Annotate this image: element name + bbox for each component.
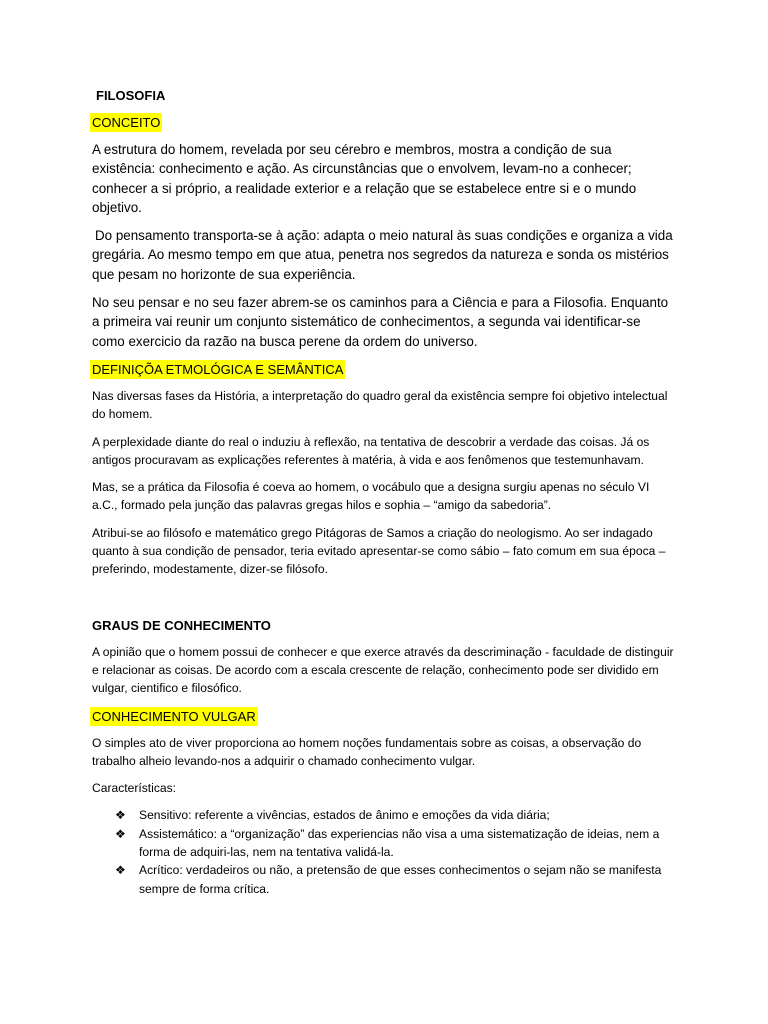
- section-definicao-heading-wrap: [92, 360, 676, 379]
- conceito-paragraph-1: A estrutura do homem, revelada por seu cérebro e membros, mostra a condição de sua existência: conhecimento e ação. As circunstâncias que o envolvem, levam-no a conhecer; conhecer a si próprio, a realidade exterior e a relação que se estabelece entre si e o mundo objetivo.: [92, 142, 637, 215]
- conceito-paragraph-2: Do pensamento transporta-se à ação: adapta o meio natural às suas condições e organiza a vida gregária. Ao mesmo tempo em que atua, penetra nos segredos da natureza e sonda os mistérios que pesam no horizonte de sua experiência.: [92, 228, 673, 282]
- section-graus-heading-wrap: [92, 616, 676, 635]
- diamond-bullet-icon: ❖: [115, 808, 126, 823]
- list-item: [92, 806, 676, 824]
- vulgar-paragraph-1: O simples ato de viver proporciona ao homem noções fundamentais sobre as coisas, a observação do trabalho alheio levando-nos a adquirir o chamado conhecimento vulgar.: [92, 735, 642, 768]
- section-conceito-heading-wrap: [92, 113, 676, 132]
- definicao-paragraph-4: Atribui-se ao filósofo e matemático grego Pitágoras de Samos a criação do neologismo. Ao ser indagado quanto à sua condição de pensador, teria evitado apresentar-se como sábio – fato comum em sua época – preferindo, modestamente, dizer-se filósofo.: [92, 525, 666, 577]
- conceito-paragraph-3: No seu pensar e no seu fazer abrem-se os caminhos para a Ciência e para a Filosofia. Enquanto a primeira vai reunir um conjunto sistemático de conhecimentos, a segunda vai identificar-se como exercicio da razão na busca perene da ordem do universo.: [92, 295, 669, 349]
- section-spacer: [92, 588, 676, 616]
- section-vulgar-heading-wrap: [92, 707, 676, 726]
- graus-paragraph-1: A opinião que o homem possui de conhecer e que exerce através da descriminação - faculdade de distinguir e relacionar as coisas. De acordo com a escala crescente de relação, conhecimento pode ser dividido em vulgar, cientifico e filosófico.: [92, 644, 674, 696]
- definicao-paragraph-3: Mas, se a prática da Filosofia é coeva ao homem, o vocábulo que a designa surgiu apenas no século VI a.C., formado pela junção das palavras gregas hilos e sophia – “amigo da sabedoria”.: [92, 480, 650, 513]
- document-title: FILOSOFIA: [96, 88, 166, 103]
- list-item: [92, 825, 676, 862]
- definicao-paragraph-2: A perplexidade diante do real o induziu à reflexão, na tentativa de descobrir a verdade das coisas. Já os antigos procuravam as explicações referentes à matéria, à vida e aos fenômenos que testemunhavam.: [92, 434, 650, 467]
- definicao-paragraph-1: Nas diversas fases da História, a interpretação do quadro geral da existência sempre foi objetivo intelectual do homem.: [92, 388, 668, 422]
- bullet-text: Sensitivo: referente a vivências, estados de ânimo e emoções da vida diária;: [139, 808, 550, 823]
- section-graus-heading: GRAUS DE CONHECIMENTO: [92, 617, 271, 633]
- caracteristicas-list: [92, 806, 676, 897]
- section-definicao-heading: DEFINIÇÕA ETMOLÓGICA E SEMÂNTICA: [92, 361, 344, 377]
- diamond-bullet-icon: ❖: [115, 826, 126, 841]
- vulgar-caracteristicas-label: Características:: [92, 781, 177, 796]
- section-vulgar-heading: CONHECIMENTO VULGAR: [92, 708, 256, 724]
- diamond-bullet-icon: ❖: [115, 863, 126, 878]
- bullet-text: Acrítico: verdadeiros ou não, a pretensão de que esses conhecimentos o sejam não se manifesta sempre de forma crítica.: [139, 863, 662, 896]
- list-item: [92, 861, 676, 898]
- section-conceito-heading: CONCEITO: [92, 115, 161, 130]
- bullet-text: Assistemático: a “organização” das experiencias não visa a uma sistematização de ideias, nem a forma de adquiri-las, nem na tentativa validá-la.: [139, 826, 660, 860]
